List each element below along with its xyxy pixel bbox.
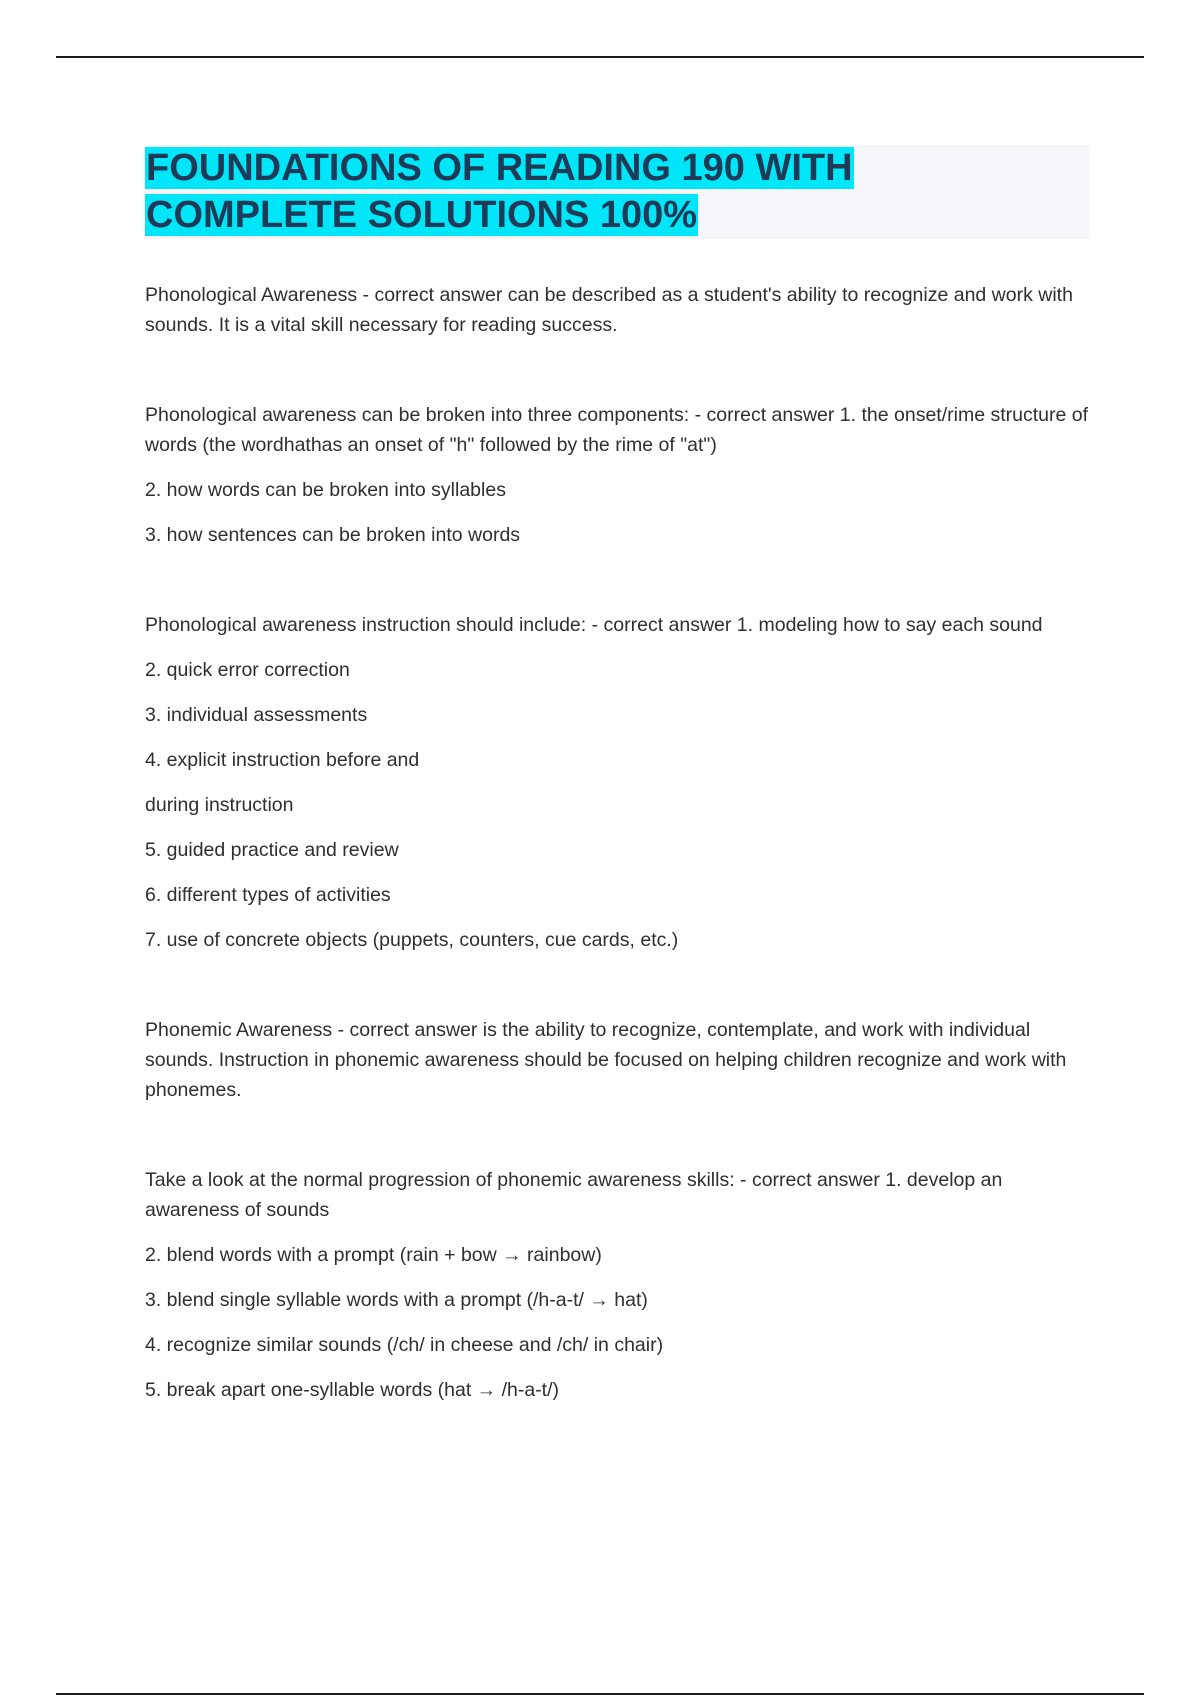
list-item: 7. use of concrete objects (puppets, counters, cue cards, etc.)	[145, 929, 679, 951]
section-text: Phonemic Awareness - correct answer is the ability to recognize, contemplate, and work with individual sounds. Instruction in phonemic awareness should be focused on helping children recognize and work with phonemes.	[145, 1019, 1067, 1101]
list-item: 3. how sentences can be broken into words	[145, 524, 521, 546]
document-body	[145, 280, 1095, 1405]
list-item: 5. break apart one-syllable words (hat → /h-a-t/)	[145, 1379, 560, 1401]
list-item: 4. explicit instruction before and	[145, 749, 420, 771]
list-item: 3. blend single syllable words with a prompt (/h-a-t/ → hat)	[145, 1289, 648, 1311]
section-text: Phonological awareness can be broken into three components: - correct answer 1. the onset/rime structure of words (the wordhathas an onset of "h" followed by the rime of "at")	[145, 404, 1088, 456]
section-text: Take a look at the normal progression of phonemic awareness skills: - correct answer 1. develop an awareness of sounds	[145, 1169, 1003, 1221]
section-phonological-awareness	[145, 280, 1095, 340]
document-title	[145, 145, 1089, 239]
title-line-2: COMPLETE SOLUTIONS 100%	[146, 194, 698, 236]
list-item: 4. recognize similar sounds (/ch/ in cheese and /ch/ in chair)	[145, 1334, 664, 1356]
title-block	[145, 145, 1089, 239]
bottom-rule	[56, 1693, 1144, 1695]
section-phonemic-awareness	[145, 1015, 1095, 1105]
list-item: 6. different types of activities	[145, 884, 391, 906]
section-phonemic-progression	[145, 1165, 1095, 1405]
title-line-1: FOUNDATIONS OF READING 190 WITH	[146, 147, 853, 189]
section-text: Phonological Awareness - correct answer can be described as a student's ability to recognize and work with sounds. It is a vital skill necessary for reading success.	[145, 284, 1073, 336]
section-text: Phonological awareness instruction should include: - correct answer 1. modeling how to say each sound	[145, 614, 1043, 636]
list-item: during instruction	[145, 794, 294, 816]
section-phonological-instruction	[145, 610, 1095, 955]
list-item: 2. quick error correction	[145, 659, 350, 681]
list-item: 2. blend words with a prompt (rain + bow → rainbow)	[145, 1244, 602, 1266]
top-rule	[56, 56, 1144, 58]
list-item: 5. guided practice and review	[145, 839, 399, 861]
section-phonological-components	[145, 400, 1095, 550]
list-item: 3. individual assessments	[145, 704, 368, 726]
list-item: 2. how words can be broken into syllables	[145, 479, 506, 501]
